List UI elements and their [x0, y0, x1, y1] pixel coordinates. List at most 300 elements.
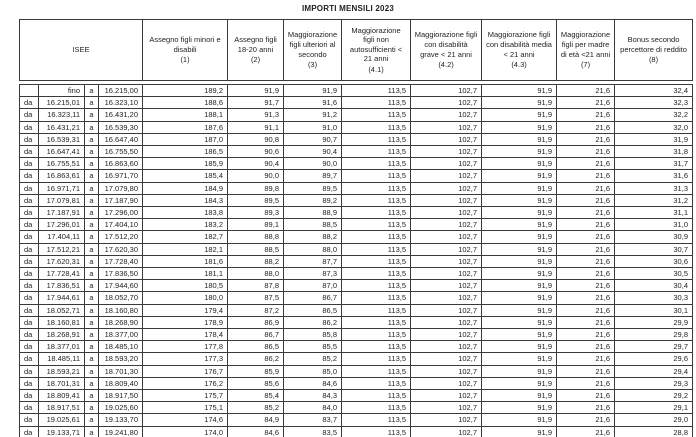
maggiorazione-disabilita-media-cell: 91,9	[482, 353, 557, 365]
assegno-18-20-cell: 87,2	[228, 304, 284, 316]
maggiorazione-ulteriori-cell: 85,0	[284, 365, 342, 377]
maggiorazione-non-autosufficienti-cell: 113,5	[342, 365, 411, 377]
table-row	[20, 97, 693, 109]
maggiorazione-disabilita-media-cell: 91,9	[482, 85, 557, 97]
maggiorazione-disabilita-grave-cell: 102,7	[411, 170, 482, 182]
assegno-18-20-cell: 88,8	[228, 231, 284, 243]
maggiorazione-ulteriori-cell: 84,0	[284, 402, 342, 414]
isee-from-cell: 18.160,81	[39, 316, 85, 328]
maggiorazione-madre-under21-cell: 21,6	[557, 377, 615, 389]
table-row	[20, 207, 693, 219]
col-header-maggiorazione-disabilita-grave	[411, 20, 482, 81]
isee-to-cell: 16.863,60	[99, 158, 143, 170]
maggiorazione-ulteriori-cell: 86,5	[284, 304, 342, 316]
isee-a-cell: a	[85, 133, 99, 145]
table-row	[20, 255, 693, 267]
col-header-bonus-secondo-percettore	[615, 20, 693, 81]
assegno-minori-disabili-cell: 186,5	[143, 146, 228, 158]
bonus-secondo-percettore-cell: 29,2	[615, 390, 693, 402]
table-row	[20, 377, 693, 389]
maggiorazione-ulteriori-cell: 87,0	[284, 280, 342, 292]
col-header-label: Assegno figli 18-20 anni	[234, 35, 277, 54]
maggiorazione-non-autosufficienti-cell: 113,5	[342, 109, 411, 121]
assegno-18-20-cell: 88,5	[228, 243, 284, 255]
maggiorazione-disabilita-grave-cell: 102,7	[411, 268, 482, 280]
assegno-18-20-cell: 86,5	[228, 341, 284, 353]
isee-from-cell: 18.701,31	[39, 377, 85, 389]
table-row	[20, 402, 693, 414]
isee-a-cell: a	[85, 426, 99, 437]
assegno-minori-disabili-cell: 185,4	[143, 170, 228, 182]
isee-a-cell: a	[85, 316, 99, 328]
maggiorazione-disabilita-grave-cell: 102,7	[411, 402, 482, 414]
bonus-secondo-percettore-cell: 29,6	[615, 353, 693, 365]
isee-da-cell: da	[20, 268, 39, 280]
assegno-minori-disabili-cell: 176,7	[143, 365, 228, 377]
isee-from-cell: 16.215,01	[39, 97, 85, 109]
maggiorazione-disabilita-media-cell: 91,9	[482, 426, 557, 437]
maggiorazione-madre-under21-cell: 21,6	[557, 329, 615, 341]
isee-to-cell: 19.241,80	[99, 426, 143, 437]
assegno-minori-disabili-cell: 177,3	[143, 353, 228, 365]
assegno-minori-disabili-cell: 189,2	[143, 85, 228, 97]
assegno-minori-disabili-cell: 184,3	[143, 194, 228, 206]
isee-da-cell: da	[20, 109, 39, 121]
bonus-secondo-percettore-cell: 31,2	[615, 194, 693, 206]
maggiorazione-disabilita-media-cell: 91,9	[482, 255, 557, 267]
maggiorazione-madre-under21-cell: 21,6	[557, 280, 615, 292]
maggiorazione-ulteriori-cell: 88,5	[284, 219, 342, 231]
bonus-secondo-percettore-cell: 28,8	[615, 426, 693, 437]
isee-from-cell: 18.377,01	[39, 341, 85, 353]
col-header-label: Maggiorazione figli ulteriori al secondo	[287, 30, 338, 59]
isee-a-cell: a	[85, 85, 99, 97]
maggiorazione-disabilita-media-cell: 91,9	[482, 341, 557, 353]
maggiorazione-disabilita-grave-cell: 102,7	[411, 207, 482, 219]
maggiorazione-non-autosufficienti-cell: 113,5	[342, 170, 411, 182]
isee-to-cell: 19.133,70	[99, 414, 143, 426]
maggiorazione-ulteriori-cell: 90,0	[284, 158, 342, 170]
maggiorazione-ulteriori-cell: 86,2	[284, 316, 342, 328]
maggiorazione-ulteriori-cell: 87,7	[284, 255, 342, 267]
col-header-label: Maggiorazione figli per madre di età <21 anni	[560, 30, 611, 59]
table-row	[20, 109, 693, 121]
maggiorazione-disabilita-media-cell: 91,9	[482, 194, 557, 206]
maggiorazione-non-autosufficienti-cell: 113,5	[342, 231, 411, 243]
isee-da-cell: da	[20, 414, 39, 426]
maggiorazione-ulteriori-cell: 85,8	[284, 329, 342, 341]
isee-a-cell: a	[85, 121, 99, 133]
maggiorazione-disabilita-grave-cell: 102,7	[411, 353, 482, 365]
bonus-secondo-percettore-cell: 29,3	[615, 377, 693, 389]
maggiorazione-non-autosufficienti-cell: 113,5	[342, 158, 411, 170]
table-row	[20, 133, 693, 145]
table-row	[20, 365, 693, 377]
bonus-secondo-percettore-cell: 29,4	[615, 365, 693, 377]
table-row	[20, 414, 693, 426]
assegno-18-20-cell: 88,0	[228, 268, 284, 280]
assegno-18-20-cell: 91,3	[228, 109, 284, 121]
assegno-18-20-cell: 89,5	[228, 194, 284, 206]
isee-da-cell: da	[20, 133, 39, 145]
bonus-secondo-percettore-cell: 29,0	[615, 414, 693, 426]
assegno-minori-disabili-cell: 178,9	[143, 316, 228, 328]
assegno-minori-disabili-cell: 183,8	[143, 207, 228, 219]
assegno-minori-disabili-cell: 185,9	[143, 158, 228, 170]
bonus-secondo-percettore-cell: 31,0	[615, 219, 693, 231]
isee-to-cell: 17.404,10	[99, 219, 143, 231]
isee-da-cell	[20, 85, 39, 97]
maggiorazione-madre-under21-cell: 21,6	[557, 390, 615, 402]
assegno-18-20-cell: 90,4	[228, 158, 284, 170]
isee-from-cell: 16.755,51	[39, 158, 85, 170]
maggiorazione-disabilita-media-cell: 91,9	[482, 316, 557, 328]
isee-from-cell: 17.187,91	[39, 207, 85, 219]
isee-da-cell: da	[20, 390, 39, 402]
maggiorazione-non-autosufficienti-cell: 113,5	[342, 414, 411, 426]
isee-to-cell: 19.025,60	[99, 402, 143, 414]
isee-from-cell: 16.863,61	[39, 170, 85, 182]
assegno-minori-disabili-cell: 182,1	[143, 243, 228, 255]
maggiorazione-non-autosufficienti-cell: 113,5	[342, 280, 411, 292]
maggiorazione-disabilita-media-cell: 91,9	[482, 97, 557, 109]
isee-from-cell: 16.971,71	[39, 182, 85, 194]
col-header-code: (1)	[180, 55, 190, 65]
assegno-18-20-cell: 88,2	[228, 255, 284, 267]
isee-from-cell: 18.268,91	[39, 329, 85, 341]
table-row	[20, 341, 693, 353]
isee-da-cell: da	[20, 377, 39, 389]
maggiorazione-disabilita-grave-cell: 102,7	[411, 255, 482, 267]
isee-da-cell: da	[20, 255, 39, 267]
maggiorazione-ulteriori-cell: 91,2	[284, 109, 342, 121]
maggiorazione-madre-under21-cell: 21,6	[557, 243, 615, 255]
maggiorazione-ulteriori-cell: 89,5	[284, 182, 342, 194]
isee-from-cell: 17.079,81	[39, 194, 85, 206]
col-header-label: Bonus secondo percettore di reddito	[620, 35, 687, 54]
bonus-secondo-percettore-cell: 30,4	[615, 280, 693, 292]
maggiorazione-madre-under21-cell: 21,6	[557, 353, 615, 365]
maggiorazione-non-autosufficienti-cell: 113,5	[342, 255, 411, 267]
isee-to-cell: 18.485,10	[99, 341, 143, 353]
isee-da-cell: da	[20, 158, 39, 170]
isee-to-cell: 16.755,50	[99, 146, 143, 158]
maggiorazione-disabilita-media-cell: 91,9	[482, 207, 557, 219]
maggiorazione-disabilita-grave-cell: 102,7	[411, 121, 482, 133]
maggiorazione-ulteriori-cell: 86,7	[284, 292, 342, 304]
assegno-18-20-cell: 90,0	[228, 170, 284, 182]
table-row	[20, 390, 693, 402]
maggiorazione-disabilita-media-cell: 91,9	[482, 292, 557, 304]
maggiorazione-madre-under21-cell: 21,6	[557, 365, 615, 377]
isee-da-cell: da	[20, 207, 39, 219]
table-row	[20, 426, 693, 437]
isee-a-cell: a	[85, 402, 99, 414]
isee-a-cell: a	[85, 353, 99, 365]
isee-a-cell: a	[85, 194, 99, 206]
isee-from-cell: 17.512,21	[39, 243, 85, 255]
isee-to-cell: 16.971,70	[99, 170, 143, 182]
bonus-secondo-percettore-cell: 31,3	[615, 182, 693, 194]
col-header-label: Maggiorazione figli con disabilità media < 21 anni	[486, 30, 552, 59]
col-header-assegno-minori-disabili	[143, 20, 228, 81]
maggiorazione-madre-under21-cell: 21,6	[557, 85, 615, 97]
maggiorazione-disabilita-media-cell: 91,9	[482, 402, 557, 414]
table-row	[20, 219, 693, 231]
maggiorazione-ulteriori-cell: 91,9	[284, 85, 342, 97]
isee-a-cell: a	[85, 292, 99, 304]
col-header-maggiorazione-ulteriori	[284, 20, 342, 81]
bonus-secondo-percettore-cell: 31,9	[615, 133, 693, 145]
isee-da-cell: da	[20, 121, 39, 133]
assegno-18-20-cell: 90,6	[228, 146, 284, 158]
col-header-label: Assegno figli minori e disabili	[149, 35, 221, 54]
table-row	[20, 85, 693, 97]
assegno-18-20-cell: 84,9	[228, 414, 284, 426]
maggiorazione-disabilita-grave-cell: 102,7	[411, 341, 482, 353]
maggiorazione-non-autosufficienti-cell: 113,5	[342, 182, 411, 194]
isee-da-cell: da	[20, 219, 39, 231]
maggiorazione-non-autosufficienti-cell: 113,5	[342, 133, 411, 145]
isee-da-cell: da	[20, 304, 39, 316]
isee-from-cell: 18.917,51	[39, 402, 85, 414]
maggiorazione-madre-under21-cell: 21,6	[557, 158, 615, 170]
isee-a-cell: a	[85, 390, 99, 402]
maggiorazione-disabilita-grave-cell: 102,7	[411, 146, 482, 158]
maggiorazione-madre-under21-cell: 21,6	[557, 146, 615, 158]
maggiorazione-non-autosufficienti-cell: 113,5	[342, 268, 411, 280]
maggiorazione-madre-under21-cell: 21,6	[557, 133, 615, 145]
isee-from-cell: 17.296,01	[39, 219, 85, 231]
maggiorazione-madre-under21-cell: 21,6	[557, 109, 615, 121]
isee-from-cell: 18.052,71	[39, 304, 85, 316]
isee-a-cell: a	[85, 182, 99, 194]
isee-from-cell: 17.836,51	[39, 280, 85, 292]
importi-mensili-table	[19, 19, 692, 437]
maggiorazione-disabilita-grave-cell: 102,7	[411, 292, 482, 304]
isee-from-cell: 17.944,61	[39, 292, 85, 304]
isee-to-cell: 16.215,00	[99, 85, 143, 97]
isee-da-cell: da	[20, 97, 39, 109]
bonus-secondo-percettore-cell: 30,7	[615, 243, 693, 255]
bonus-secondo-percettore-cell: 31,1	[615, 207, 693, 219]
assegno-18-20-cell: 87,5	[228, 292, 284, 304]
isee-to-cell: 17.728,40	[99, 255, 143, 267]
maggiorazione-non-autosufficienti-cell: 113,5	[342, 377, 411, 389]
isee-from-cell: 18.809,41	[39, 390, 85, 402]
assegno-minori-disabili-cell: 188,6	[143, 97, 228, 109]
maggiorazione-non-autosufficienti-cell: 113,5	[342, 341, 411, 353]
maggiorazione-disabilita-grave-cell: 102,7	[411, 377, 482, 389]
assegno-18-20-cell: 85,4	[228, 390, 284, 402]
maggiorazione-disabilita-grave-cell: 102,7	[411, 365, 482, 377]
isee-a-cell: a	[85, 109, 99, 121]
isee-da-cell: da	[20, 426, 39, 437]
assegno-18-20-cell: 91,9	[228, 85, 284, 97]
maggiorazione-madre-under21-cell: 21,6	[557, 207, 615, 219]
bonus-secondo-percettore-cell: 32,2	[615, 109, 693, 121]
maggiorazione-ulteriori-cell: 83,5	[284, 426, 342, 437]
maggiorazione-madre-under21-cell: 21,6	[557, 402, 615, 414]
isee-to-cell: 16.323,10	[99, 97, 143, 109]
isee-da-cell: da	[20, 292, 39, 304]
assegno-18-20-cell: 85,2	[228, 402, 284, 414]
isee-a-cell: a	[85, 170, 99, 182]
maggiorazione-madre-under21-cell: 21,6	[557, 292, 615, 304]
maggiorazione-disabilita-grave-cell: 102,7	[411, 85, 482, 97]
assegno-minori-disabili-cell: 178,4	[143, 329, 228, 341]
maggiorazione-disabilita-media-cell: 91,9	[482, 280, 557, 292]
table-row	[20, 194, 693, 206]
maggiorazione-ulteriori-cell: 88,2	[284, 231, 342, 243]
bonus-secondo-percettore-cell: 30,6	[615, 255, 693, 267]
maggiorazione-ulteriori-cell: 91,0	[284, 121, 342, 133]
maggiorazione-disabilita-media-cell: 91,9	[482, 231, 557, 243]
maggiorazione-non-autosufficienti-cell: 113,5	[342, 121, 411, 133]
isee-to-cell: 18.809,40	[99, 377, 143, 389]
col-header-code: (4.2)	[438, 60, 454, 70]
table-row	[20, 268, 693, 280]
isee-to-cell: 17.296,00	[99, 207, 143, 219]
isee-a-cell: a	[85, 207, 99, 219]
isee-a-cell: a	[85, 341, 99, 353]
isee-from-cell: 16.539,31	[39, 133, 85, 145]
isee-da-cell: da	[20, 365, 39, 377]
isee-da-cell: da	[20, 341, 39, 353]
maggiorazione-disabilita-grave-cell: 102,7	[411, 304, 482, 316]
isee-da-cell: da	[20, 243, 39, 255]
maggiorazione-non-autosufficienti-cell: 113,5	[342, 146, 411, 158]
maggiorazione-disabilita-media-cell: 91,9	[482, 146, 557, 158]
col-header-maggiorazione-madre-under21	[557, 20, 615, 81]
bonus-secondo-percettore-cell: 30,5	[615, 268, 693, 280]
isee-da-cell: da	[20, 194, 39, 206]
maggiorazione-disabilita-grave-cell: 102,7	[411, 219, 482, 231]
isee-a-cell: a	[85, 304, 99, 316]
maggiorazione-non-autosufficienti-cell: 113,5	[342, 316, 411, 328]
col-header-isee: ISEE	[20, 20, 143, 81]
maggiorazione-ulteriori-cell: 88,9	[284, 207, 342, 219]
assegno-minori-disabili-cell: 174,6	[143, 414, 228, 426]
maggiorazione-disabilita-grave-cell: 102,7	[411, 316, 482, 328]
assegno-minori-disabili-cell: 177,8	[143, 341, 228, 353]
maggiorazione-madre-under21-cell: 21,6	[557, 170, 615, 182]
bonus-secondo-percettore-cell: 29,8	[615, 329, 693, 341]
bonus-secondo-percettore-cell: 32,3	[615, 97, 693, 109]
col-header-code: (8)	[648, 55, 659, 65]
col-header-code: (3)	[307, 60, 318, 70]
bonus-secondo-percettore-cell: 29,7	[615, 341, 693, 353]
table-body-table	[19, 84, 693, 437]
assegno-minori-disabili-cell: 180,5	[143, 280, 228, 292]
maggiorazione-non-autosufficienti-cell: 113,5	[342, 85, 411, 97]
table-row	[20, 121, 693, 133]
isee-from-cell: 16.647,41	[39, 146, 85, 158]
assegno-minori-disabili-cell: 174,0	[143, 426, 228, 437]
maggiorazione-disabilita-grave-cell: 102,7	[411, 182, 482, 194]
assegno-18-20-cell: 84,6	[228, 426, 284, 437]
isee-da-cell: da	[20, 402, 39, 414]
col-header-label: Maggiorazione figli con disabilità grave < 21 anni	[414, 30, 478, 59]
isee-a-cell: a	[85, 231, 99, 243]
isee-from-cell: 16.323,11	[39, 109, 85, 121]
bonus-secondo-percettore-cell: 29,9	[615, 316, 693, 328]
table-row	[20, 158, 693, 170]
maggiorazione-non-autosufficienti-cell: 113,5	[342, 292, 411, 304]
isee-from-cell: 19.025,61	[39, 414, 85, 426]
isee-to-cell: 18.160,80	[99, 304, 143, 316]
table-header	[19, 19, 693, 81]
isee-from-cell: 18.593,21	[39, 365, 85, 377]
maggiorazione-ulteriori-cell: 83,7	[284, 414, 342, 426]
assegno-minori-disabili-cell: 181,6	[143, 255, 228, 267]
assegno-18-20-cell: 91,1	[228, 121, 284, 133]
col-header-maggiorazione-non-autosufficienti	[342, 20, 411, 81]
maggiorazione-disabilita-grave-cell: 102,7	[411, 194, 482, 206]
maggiorazione-ulteriori-cell: 90,7	[284, 133, 342, 145]
maggiorazione-ulteriori-cell: 84,3	[284, 390, 342, 402]
maggiorazione-disabilita-grave-cell: 102,7	[411, 414, 482, 426]
maggiorazione-non-autosufficienti-cell: 113,5	[342, 97, 411, 109]
maggiorazione-disabilita-grave-cell: 102,7	[411, 329, 482, 341]
col-header-code: (4.1)	[368, 64, 384, 74]
isee-a-cell: a	[85, 414, 99, 426]
isee-to-cell: 16.431,20	[99, 109, 143, 121]
isee-to-cell: 18.593,20	[99, 353, 143, 365]
table-row	[20, 231, 693, 243]
maggiorazione-madre-under21-cell: 21,6	[557, 414, 615, 426]
col-header-code: (7)	[580, 60, 591, 70]
maggiorazione-disabilita-media-cell: 91,9	[482, 365, 557, 377]
table-row	[20, 292, 693, 304]
assegno-minori-disabili-cell: 179,4	[143, 304, 228, 316]
maggiorazione-disabilita-media-cell: 91,9	[482, 304, 557, 316]
isee-to-cell: 17.512,20	[99, 231, 143, 243]
isee-to-cell: 16.539,30	[99, 121, 143, 133]
maggiorazione-disabilita-media-cell: 91,9	[482, 158, 557, 170]
assegno-minori-disabili-cell: 175,7	[143, 390, 228, 402]
maggiorazione-disabilita-grave-cell: 102,7	[411, 231, 482, 243]
maggiorazione-disabilita-grave-cell: 102,7	[411, 158, 482, 170]
maggiorazione-disabilita-media-cell: 91,9	[482, 329, 557, 341]
maggiorazione-ulteriori-cell: 89,7	[284, 170, 342, 182]
table-row	[20, 243, 693, 255]
bonus-secondo-percettore-cell: 31,7	[615, 158, 693, 170]
assegno-18-20-cell: 86,7	[228, 329, 284, 341]
maggiorazione-ulteriori-cell: 88,0	[284, 243, 342, 255]
col-header-label: Maggiorazione figli non autosufficienti < 21 anni	[349, 25, 403, 64]
maggiorazione-madre-under21-cell: 21,6	[557, 121, 615, 133]
isee-a-cell: a	[85, 219, 99, 231]
assegno-minori-disabili-cell: 188,1	[143, 109, 228, 121]
maggiorazione-madre-under21-cell: 21,6	[557, 182, 615, 194]
assegno-minori-disabili-cell: 175,1	[143, 402, 228, 414]
assegno-18-20-cell: 85,9	[228, 365, 284, 377]
header-row	[20, 20, 693, 81]
isee-da-cell: da	[20, 280, 39, 292]
col-header-assegno-18-20	[228, 20, 284, 81]
maggiorazione-disabilita-media-cell: 91,9	[482, 243, 557, 255]
table-row	[20, 146, 693, 158]
isee-from-cell: 16.431,21	[39, 121, 85, 133]
assegno-18-20-cell: 89,1	[228, 219, 284, 231]
page-title: IMPORTI MENSILI 2023	[301, 4, 395, 13]
isee-a-cell: a	[85, 158, 99, 170]
maggiorazione-madre-under21-cell: 21,6	[557, 304, 615, 316]
assegno-minori-disabili-cell: 176,2	[143, 377, 228, 389]
isee-a-cell: a	[85, 329, 99, 341]
assegno-18-20-cell: 86,2	[228, 353, 284, 365]
